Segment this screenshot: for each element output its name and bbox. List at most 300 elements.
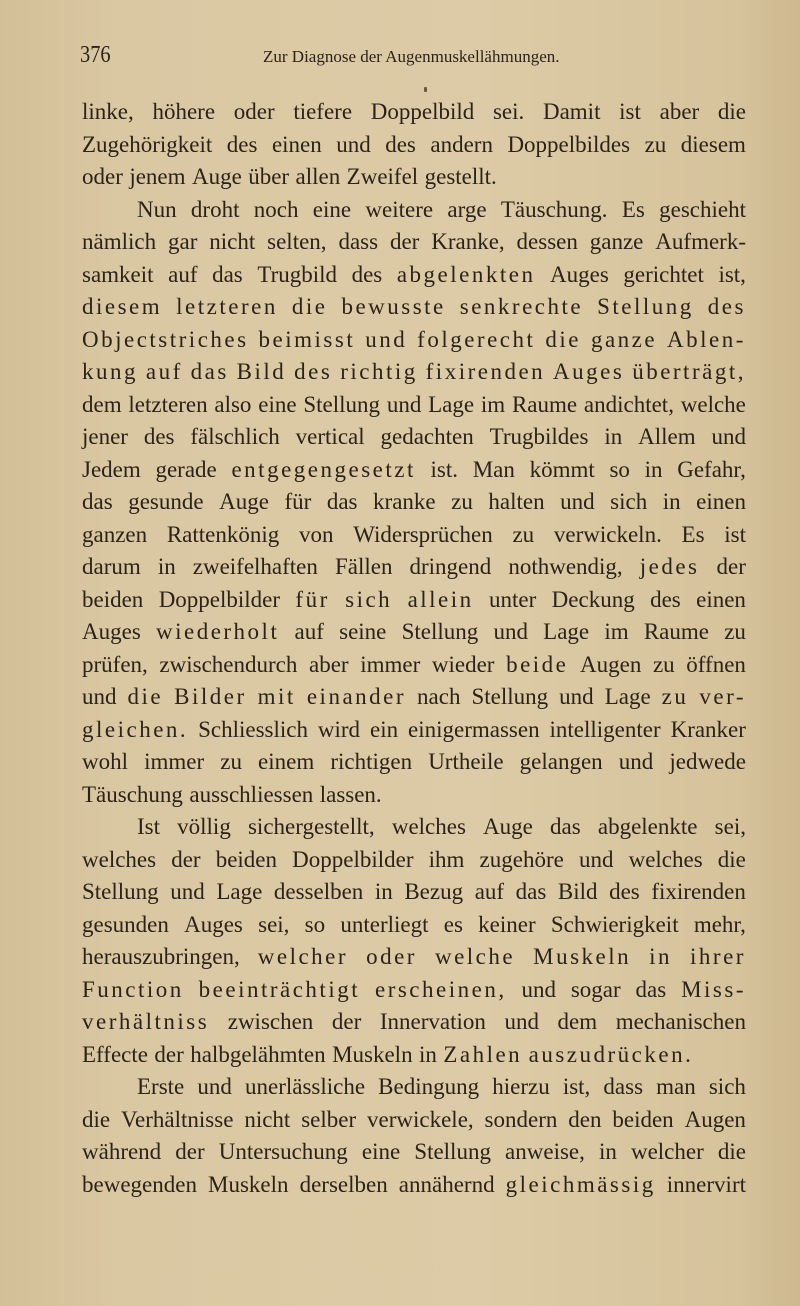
word: Widersprüchen [353,521,493,547]
spaced-word: für [295,586,330,612]
word: in [157,554,176,579]
word: eine [312,196,352,222]
word: mechanischen [615,1009,746,1034]
word: welche [680,391,746,417]
word: intelligenter [549,716,661,742]
spaced-word: bewusste [341,294,446,319]
word: Bezug [404,879,464,904]
word: zugehöre [479,846,564,872]
word: lassen. [319,781,382,807]
word: und [197,1074,232,1099]
word: welcher [630,1139,704,1164]
word: in [662,489,681,514]
word: ist, [718,261,746,287]
word: sei, [258,911,290,937]
word: dem [82,391,122,417]
spaced-word: Ablen- [667,326,746,352]
spaced-word: Muskeln [533,944,632,969]
text-line [82,1104,746,1137]
word: und [618,749,654,774]
word: zu [644,131,667,157]
word: ausschliessen [189,781,314,807]
word: letzteren [128,391,208,417]
text-line [82,389,746,422]
spaced-word: Bilder [174,684,247,709]
text-line [82,1006,746,1039]
spaced-word: Auges [553,359,625,384]
spaced-word: Function [82,976,184,1002]
word: es [443,911,463,937]
text-line [82,194,746,227]
word: herauszubringen, [82,944,240,969]
word: verwickele, [367,1106,474,1132]
word: und [386,391,422,417]
word: zwischen [227,1009,314,1034]
word: also [214,391,252,417]
spaced-word: beimisst [258,326,356,352]
word: Bedingung [378,1074,480,1099]
word: derselben [299,1171,388,1197]
word: welches [82,846,157,872]
word: des [650,586,681,612]
word: zu [451,489,473,514]
text-line [82,1071,746,1104]
word: verwickeln. [553,521,662,547]
word: das [82,489,113,514]
word: Auge [483,814,533,839]
word: darum [82,554,141,579]
word: oder [233,99,275,124]
text-line [82,161,746,194]
text-line [82,779,746,812]
word: desselben [273,879,364,904]
page-number: 376 [80,42,111,68]
word: oder [82,164,123,189]
word: Täuschung. [500,196,608,222]
word: samkeit [82,261,154,287]
word: Stellung [401,619,479,644]
spaced-word: ver- [699,684,746,709]
word: immer [144,749,205,774]
text-line [82,356,746,389]
word: unerlässliche [244,1074,366,1099]
word: und [504,1009,539,1034]
word: das [326,489,358,514]
word: Doppelbilder [158,586,281,612]
word: noch [253,196,299,222]
spaced-word: Miss- [681,976,746,1002]
word: ganze [589,229,644,254]
spaced-word: sich [345,586,393,612]
word: auf [168,261,198,287]
word: öffnen [686,651,746,677]
word: ist [619,99,641,124]
spaced-word: kung [82,359,138,384]
word: man [656,1074,696,1099]
word: vertical [295,424,365,449]
word: geschieht [659,196,746,222]
word: Es [621,196,645,222]
text-line [82,681,746,714]
word: die [717,99,746,124]
word: in [644,456,663,482]
word: linke, [82,99,134,124]
text-line [82,1039,746,1072]
word: Augen [684,1106,746,1132]
spaced-word: folgerecht [417,326,536,352]
spaced-word: welche [434,944,516,969]
word: der [389,229,420,254]
word: gar [167,229,198,254]
word: prüfen, [82,651,148,677]
word: Es [681,521,705,547]
text-line [82,616,746,649]
text-line [82,649,746,682]
text-line [82,876,746,909]
word: eine [258,391,297,417]
word: und [711,424,746,449]
word: Auges [184,911,243,937]
word: Stellung [414,1139,491,1164]
spaced-word: diesem [82,294,163,319]
word: und [82,684,117,709]
word: Effecte [82,1041,148,1067]
text-line [82,519,746,552]
word: das [635,976,667,1002]
text-line [82,941,746,974]
word: abgelenkte [597,814,698,839]
word: zwischendurch [159,651,298,677]
word: Muskeln [332,1041,413,1067]
text-line [82,324,746,357]
word: selten, [267,229,327,254]
word: Trugbild [257,261,338,287]
word: sondern [484,1106,558,1132]
word: weitere [365,196,434,222]
word: in [598,1139,617,1164]
word: Untersuchung [218,1139,348,1164]
text-line [82,844,746,877]
word: völlig [177,814,231,839]
word: und [336,131,371,157]
spaced-word: des [294,359,333,384]
spaced-word: jedes [639,554,700,579]
spaced-word: richtig [340,359,418,384]
text-line [82,746,746,779]
text-line [82,454,746,487]
word: welches [391,814,466,839]
word: einem [258,749,315,774]
text-line [82,811,746,844]
word: allen [295,164,341,189]
spaced-word: Stellung [597,294,694,319]
word: wohl [82,749,128,774]
word: das [515,879,547,904]
word: des [351,261,383,287]
word: und [560,489,595,514]
word: Bild [557,879,598,904]
word: die [717,846,746,872]
word: zu [652,651,675,677]
word: Stellung [303,391,381,417]
word: der [171,846,201,872]
word: diesem [680,131,746,157]
word: Jedem [82,456,141,482]
word: und [170,879,205,904]
spaced-word: wiederholt [155,619,280,644]
word: Doppelbilder [292,846,414,872]
word: während [82,1139,162,1164]
word: dem [557,1009,598,1034]
word: welches [628,846,703,872]
word: gelangen [519,749,603,774]
spaced-word: beide [506,651,569,677]
text-line [82,421,746,454]
word: kömmt [529,456,595,482]
word: einen [696,586,746,612]
word: und [521,976,556,1002]
word: Stellung [82,879,159,904]
word: in [419,1041,437,1067]
word: des [226,131,258,157]
word: in [374,879,393,904]
word: tiefere [293,99,353,124]
word: Man [472,456,515,482]
word: halten [488,489,545,514]
word: auf [474,879,505,904]
word: Ist [137,814,160,839]
word: Fällen [334,554,393,579]
word: dessen [516,229,578,254]
word: im [604,619,629,644]
word: und [493,619,528,644]
spaced-word: senkrechte [459,294,584,319]
word: ist [724,521,746,547]
text-line [82,974,746,1007]
word: Zweifel [346,164,419,189]
spaced-word: in [649,944,673,969]
word: der [175,1139,205,1164]
word: höhere [152,99,216,124]
word: Innervation [379,1009,486,1034]
word: über [248,164,290,189]
word: die [82,1106,111,1132]
spaced-word: letzteren [176,294,278,319]
word: Lage [216,879,263,904]
text-line [82,714,746,747]
word: sich [708,1074,746,1099]
word: Raume [511,391,578,417]
text-line [82,1136,746,1169]
word: nach [417,684,461,709]
word: Rattenkönig [166,521,280,547]
spaced-word: abgelenkten [396,261,536,287]
word: annähernd [398,1171,495,1197]
word: beiden [215,846,278,872]
word: nämlich [82,229,157,254]
spaced-word: beeinträchtigt [198,976,361,1002]
word: Kranker [670,716,746,742]
word: Auges [550,261,609,287]
word: beiden [612,1106,674,1132]
spaced-word: zu [661,684,689,709]
spaced-word: entgegengesetzt [231,456,416,482]
word: Auges [82,619,141,644]
word: Lage [428,391,475,417]
word: des [143,424,175,449]
text-line [82,486,746,519]
word: Auge [191,164,242,189]
word: eine [361,1139,401,1164]
word: anweise, [505,1139,585,1164]
word: wird [317,716,361,742]
word: der [716,554,746,579]
word: das [550,814,581,839]
spaced-word: allein [407,586,474,612]
word: zu [512,521,535,547]
spaced-word: ganze [590,326,658,352]
word: Doppelbild [370,99,475,124]
text-line [82,226,746,259]
word: und [559,684,594,709]
word: Lage [604,684,651,709]
word: ihm [428,846,465,872]
word: nicht [209,229,256,254]
word: halbgelähmten [190,1041,326,1067]
word: Schwierigkeit [550,911,679,937]
word: einen [696,489,746,514]
ink-speck [424,87,427,92]
word: Nun [137,196,177,222]
word: Muskeln [208,1171,289,1197]
word: gerichtet [623,261,704,287]
word: keiner [478,911,536,937]
word: ganzen [82,521,148,547]
word: ist, [562,1074,591,1099]
word: sogar [570,976,621,1002]
spaced-word: gleichen. [82,716,189,742]
word: innervirt [666,1171,746,1197]
spaced-word: verhältniss [82,1009,210,1034]
spaced-word: die [291,294,328,319]
word: Erste [137,1074,185,1099]
spaced-word: die [545,326,581,352]
word: immer [360,651,421,677]
text-line [82,909,746,942]
word: unterliegt [340,911,429,937]
word: Allem [638,424,696,449]
word: auf [294,619,324,644]
word: jedwede [669,749,746,774]
word: Auge [219,489,269,514]
word: Deckung [551,586,635,612]
word: mehr, [693,911,746,937]
spaced-word: ihrer [690,944,746,969]
word: hierzu [492,1074,550,1099]
word: gestellt. [424,164,497,189]
word: des [385,131,416,157]
text-line [82,584,746,617]
word: arge [447,196,487,222]
spaced-word: auf [145,359,183,384]
word: den [568,1106,602,1132]
word: seine [339,619,387,644]
word: Aufmerk- [655,229,746,254]
text-line [82,1169,746,1202]
word: Doppelbildes [507,131,631,157]
word: nicht [244,1106,291,1132]
word: dass [603,1074,644,1099]
word: gesunden [82,911,169,937]
word: droht [190,196,240,222]
word: richtigen [330,749,413,774]
word: Damit [542,99,601,124]
word: Schliesslich [198,716,308,742]
word: so [304,911,326,937]
word: jenem [129,164,186,189]
spaced-word: einander [306,684,407,709]
spaced-word: fixirenden [425,359,546,384]
text-line [82,96,746,129]
word: sei, [714,814,746,839]
word: Augen [580,651,642,677]
word: der [154,1041,184,1067]
body-text [82,96,746,1201]
text-line [82,129,746,162]
spaced-word: und [365,326,408,352]
spaced-word: auszudrücken. [528,1041,694,1067]
word: fälschlich [190,424,280,449]
word: Urtheile [428,749,504,774]
word: gesunde [128,489,204,514]
word: dass [338,229,379,254]
word: Lage [543,619,590,644]
text-line [82,259,746,292]
text-line [82,291,746,324]
word: fixirenden [651,879,746,904]
spaced-word: überträgt, [632,359,746,384]
word: ist. [430,456,459,482]
spaced-word: gleichmässig [505,1171,656,1197]
word: Verhältnisse [121,1106,234,1132]
word: kranke [373,489,436,514]
word: bewegenden [82,1171,197,1197]
word: sei. [492,99,525,124]
word: Kranke, [431,229,505,254]
word: die [717,1139,746,1164]
spaced-word: des [707,294,746,319]
word: im [480,391,506,417]
spaced-word: erscheinen, [374,976,507,1002]
word: sichergestellt, [247,814,375,839]
word: Stellung [471,684,549,709]
word: nothwendig, [508,554,623,579]
word: einen [271,131,322,157]
word: Täuschung [82,781,183,807]
word: und [578,846,614,872]
spaced-word: das [190,359,229,384]
word: von [298,521,334,547]
word: dringend [409,554,492,579]
word: aber [659,99,700,124]
spaced-word: Bild [236,359,287,384]
word: so [609,456,630,482]
spaced-word: die [127,684,164,709]
word: Zugehörigkeit [82,131,213,157]
word: zu [724,619,746,644]
word: wieder [431,651,495,677]
word: der [331,1009,362,1034]
